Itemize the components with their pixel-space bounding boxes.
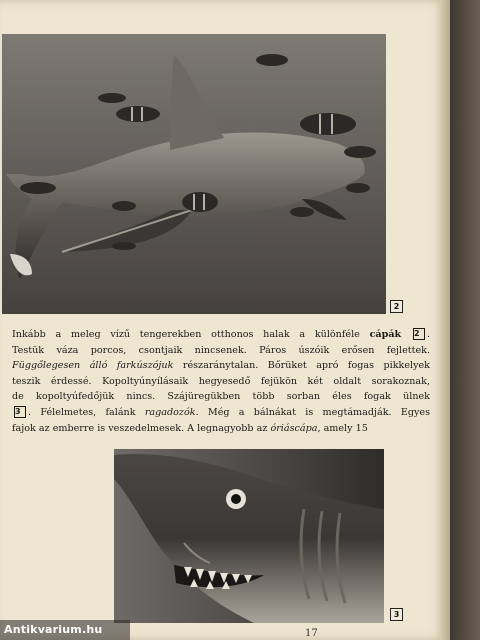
italic-term: óriáscápa [270,422,318,434]
text-run: . [426,329,430,340]
text-line: de kopoltyúfedőjük nincs. Szájüregükben több sorban éles fogak ülnek [12,391,430,403]
text-line [12,358,430,374]
book-edge-background [450,0,480,640]
page-number: 17 [305,628,318,639]
text-line: Testük váza porcos, csontjaik nincsenek. Páros úszóik erősen fejlettek. [12,344,430,356]
figure-ref-3: 3 [14,406,26,418]
body-text [12,327,430,436]
text-run: . Még a bálnákat is megtámadják. Egyes [195,406,430,418]
text-line: teszik érdessé. Kopoltyúnyílásaik hegyesedő fejükön két oldalt sorakoznak, [12,375,430,387]
book-spine [440,0,450,640]
text-line [12,405,430,421]
text-run: Inkább a meleg vízű tengerekben otthonos halak a különféle [12,329,370,340]
text-run: , amely 15 [317,422,368,434]
text-run: részaránytalan. Bőrüket apró fogas pikkelyek [173,360,430,372]
italic-term: Függőlegesen álló farkúszójuk [12,360,174,372]
figure-ref-2: 2 [413,328,425,340]
text-line [12,327,430,343]
text-run: . Félelmetes, falánk [28,406,145,418]
shark-illustration [2,34,386,314]
figure-number-2: 2 [390,300,403,313]
shark-head-illustration [114,449,384,623]
italic-term: ragadozók [144,406,196,418]
figure-number-3: 3 [390,608,403,621]
text-line [12,421,430,437]
text-run: fajok az emberre is veszedelmesek. A legnagyobb az [12,422,271,434]
bold-term: cápák [369,329,402,340]
shark-photo-bottom [114,449,384,623]
watermark: Antikvarium.hu [0,620,130,640]
shark-photo-top [2,34,386,314]
